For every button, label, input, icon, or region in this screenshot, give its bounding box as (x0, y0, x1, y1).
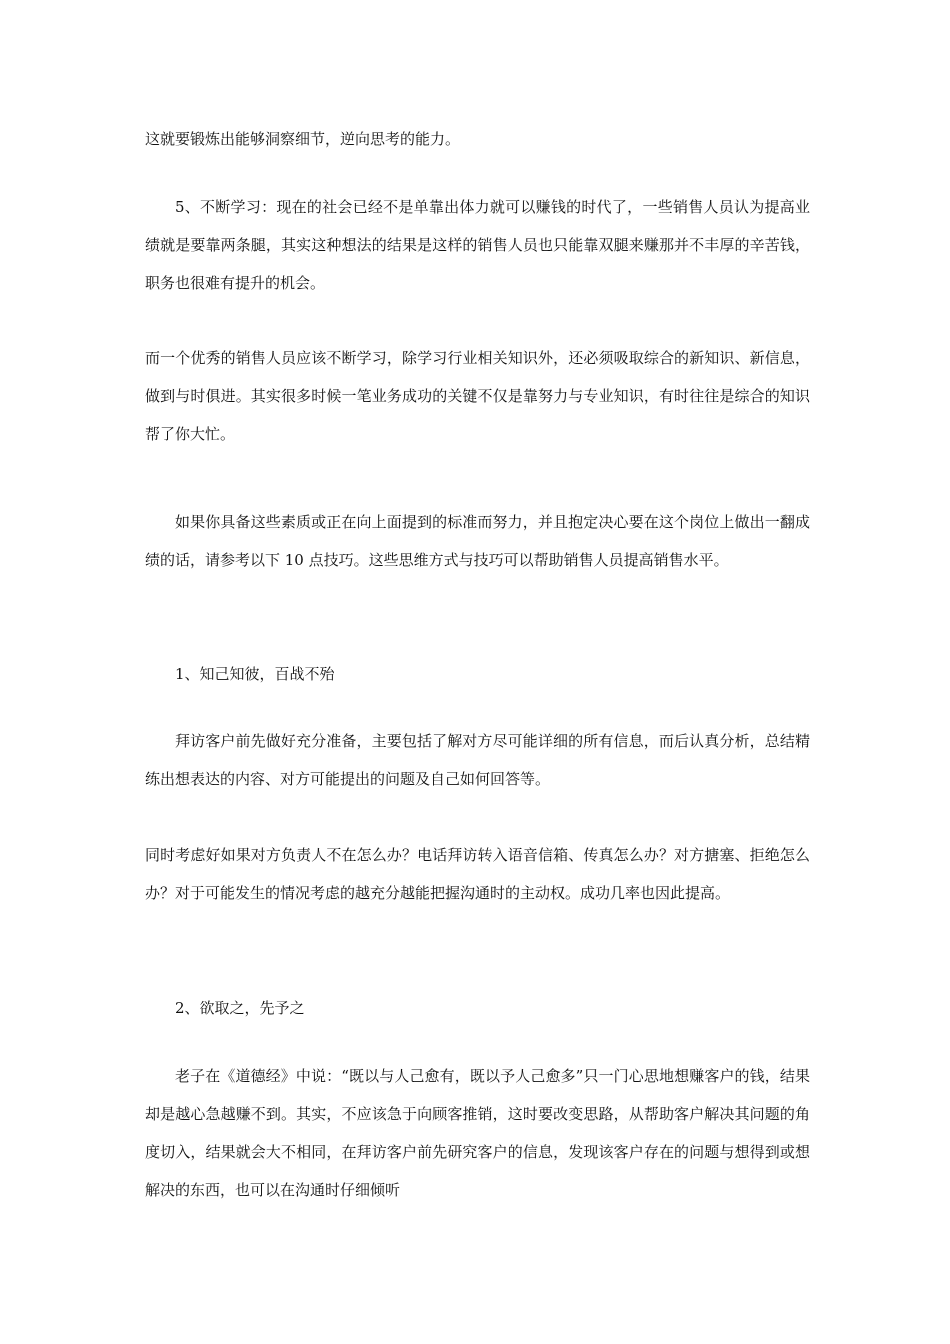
paragraph-text: 而一个优秀的销售人员应该不断学习，除学习行业相关知识外，还必须吸取综合的新知识、新信息，做到与时俱进。其实很多时候一笔业务成功的关键不仅是靠努力与专业知识，有时往往是综合的知识帮了你大忙。 (145, 349, 810, 443)
section-heading-1: 1、知己知彼，百战不殆 (175, 665, 335, 683)
paragraph-text: 这就要锻炼出能够洞察细节，逆向思考的能力。 (145, 130, 461, 148)
paragraph-continuous-learning: 5、不断学习：现在的社会已经不是单靠出体力就可以赚钱的时代了，一些销售人员认为提高业绩就是要靠两条腿，其实这种想法的结果是这样的销售人员也只能靠双腿来赚那并不丰厚的辛苦钱，职务也很难有提升的机会。 (145, 198, 810, 292)
section-heading-2: 2、欲取之，先予之 (175, 999, 305, 1017)
paragraph-text: 老子在《道德经》中说：“既以与人己愈有，既以予人己愈多”只一门心思地想赚客户的钱，结果却是越心急越赚不到。其实，不应该急于向顾客推销，这时要改变思路，从帮助客户解决其问题的角度切入，结果就会大不相同，在拜访客户前先研究客户的信息，发现该客户存在的问题与想得到或想解决的东西，也可以在沟通时仔细倾听 (145, 1067, 810, 1199)
paragraph-text: 拜访客户前先做好充分准备，主要包括了解对方尽可能详细的所有信息，而后认真分析，总结精练出想表达的内容、对方可能提出的问题及自己如何回答等。 (145, 732, 810, 788)
paragraph-text: 同时考虑好如果对方负责人不在怎么办？电话拜访转入语音信箱、传真怎么办？对方搪塞、拒绝怎么办？对于可能发生的情况考虑的越充分越能把握沟通时的主动权。成功几率也因此提高。 (145, 846, 810, 902)
paragraph-text: 如果你具备这些素质或正在向上面提到的标准而努力，并且抱定决心要在这个岗位上做出一翻成绩的话，请参考以下 10 点技巧。这些思维方式与技巧可以帮助销售人员提高销售水平。 (145, 513, 810, 569)
